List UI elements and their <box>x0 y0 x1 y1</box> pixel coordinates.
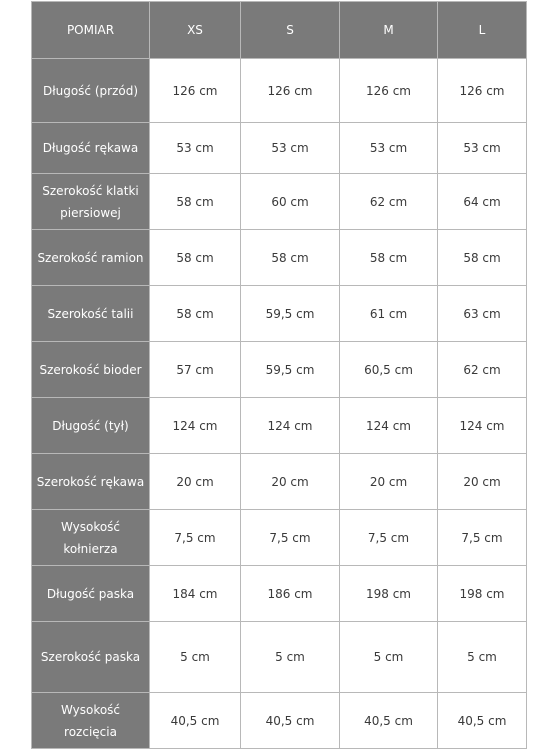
measurement-cell: 7,5 cm <box>438 510 527 566</box>
measurement-cell: 62 cm <box>340 174 438 230</box>
measurement-cell: 198 cm <box>438 566 527 622</box>
row-label: Szerokość bioder <box>32 342 150 398</box>
measurement-cell: 60,5 cm <box>340 342 438 398</box>
measurement-cell: 126 cm <box>340 59 438 123</box>
measurement-cell: 58 cm <box>241 230 340 286</box>
measurement-cell: 5 cm <box>241 622 340 693</box>
table-row <box>32 622 527 693</box>
measurement-cell: 20 cm <box>438 454 527 510</box>
measurement-cell: 126 cm <box>150 59 241 123</box>
measurement-cell: 40,5 cm <box>340 693 438 749</box>
measurement-cell: 5 cm <box>150 622 241 693</box>
measurement-cell: 61 cm <box>340 286 438 342</box>
measurement-cell: 20 cm <box>241 454 340 510</box>
measurement-cell: 58 cm <box>150 174 241 230</box>
measurement-cell: 53 cm <box>150 123 241 174</box>
table-row <box>32 174 527 230</box>
header-size-s: S <box>241 2 340 59</box>
row-label: Szerokość rękawa <box>32 454 150 510</box>
measurement-cell: 40,5 cm <box>241 693 340 749</box>
table-row <box>32 59 527 123</box>
measurement-cell: 5 cm <box>340 622 438 693</box>
measurement-cell: 64 cm <box>438 174 527 230</box>
measurement-cell: 124 cm <box>438 398 527 454</box>
table-row <box>32 230 527 286</box>
measurement-cell: 40,5 cm <box>438 693 527 749</box>
measurement-cell: 124 cm <box>241 398 340 454</box>
table-row <box>32 398 527 454</box>
measurement-cell: 124 cm <box>340 398 438 454</box>
header-size-l: L <box>438 2 527 59</box>
header-size-xs: XS <box>150 2 241 59</box>
measurement-cell: 62 cm <box>438 342 527 398</box>
measurement-cell: 20 cm <box>340 454 438 510</box>
measurement-cell: 7,5 cm <box>150 510 241 566</box>
row-label: Szerokość klatki piersiowej <box>32 174 150 230</box>
measurement-cell: 53 cm <box>438 123 527 174</box>
measurement-cell: 59,5 cm <box>241 286 340 342</box>
header-measurement: POMIAR <box>32 2 150 59</box>
measurement-cell: 126 cm <box>241 59 340 123</box>
row-label: Szerokość talii <box>32 286 150 342</box>
table-row <box>32 123 527 174</box>
table-row <box>32 454 527 510</box>
measurement-cell: 53 cm <box>340 123 438 174</box>
measurement-cell: 186 cm <box>241 566 340 622</box>
measurement-cell: 58 cm <box>150 286 241 342</box>
measurement-cell: 7,5 cm <box>241 510 340 566</box>
table-row <box>32 693 527 749</box>
row-label: Wysokość rozcięcia <box>32 693 150 749</box>
measurement-cell: 60 cm <box>241 174 340 230</box>
measurement-cell: 58 cm <box>340 230 438 286</box>
measurement-cell: 184 cm <box>150 566 241 622</box>
measurement-cell: 40,5 cm <box>150 693 241 749</box>
row-label: Długość (przód) <box>32 59 150 123</box>
measurement-cell: 59,5 cm <box>241 342 340 398</box>
measurement-cell: 57 cm <box>150 342 241 398</box>
measurement-cell: 63 cm <box>438 286 527 342</box>
measurement-cell: 198 cm <box>340 566 438 622</box>
row-label: Długość rękawa <box>32 123 150 174</box>
measurement-cell: 53 cm <box>241 123 340 174</box>
header-row <box>32 2 527 59</box>
table-row <box>32 566 527 622</box>
measurement-cell: 20 cm <box>150 454 241 510</box>
table-row <box>32 342 527 398</box>
table-row <box>32 286 527 342</box>
table-row <box>32 510 527 566</box>
header-size-m: M <box>340 2 438 59</box>
row-label: Szerokość paska <box>32 622 150 693</box>
row-label: Wysokość kołnierza <box>32 510 150 566</box>
size-chart-table <box>31 1 527 749</box>
row-label: Długość paska <box>32 566 150 622</box>
measurement-cell: 7,5 cm <box>340 510 438 566</box>
measurement-cell: 126 cm <box>438 59 527 123</box>
row-label: Długość (tył) <box>32 398 150 454</box>
row-label: Szerokość ramion <box>32 230 150 286</box>
measurement-cell: 124 cm <box>150 398 241 454</box>
measurement-cell: 58 cm <box>438 230 527 286</box>
measurement-cell: 58 cm <box>150 230 241 286</box>
measurement-cell: 5 cm <box>438 622 527 693</box>
